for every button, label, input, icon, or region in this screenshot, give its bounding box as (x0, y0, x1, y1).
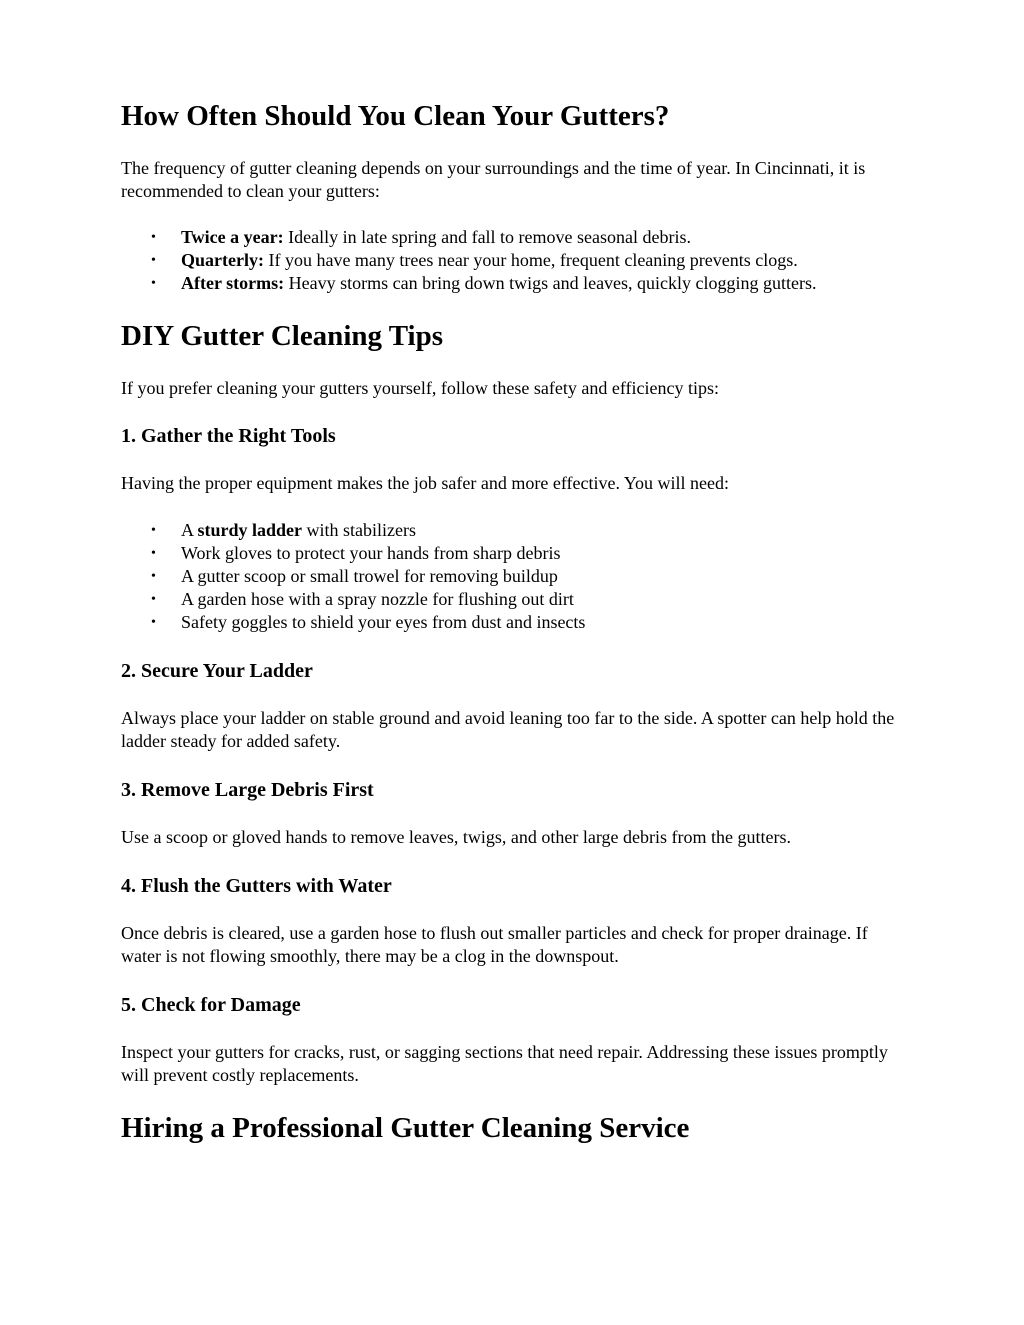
list-item: • A garden hose with a spray nozzle for flushing out dirt (151, 589, 574, 609)
tools-list (121, 519, 911, 634)
tip-heading-3: 3. Remove Large Debris First (121, 779, 374, 801)
bullet-icon: • (151, 523, 156, 538)
list-item: • Twice a year: Ideally in late spring and fall to remove seasonal debris. (151, 227, 691, 247)
how-often-intro: The frequency of gutter cleaning depends on your surroundings and the time of year. In Cincinnati, it is recommended to clean your gutters: (121, 158, 866, 201)
bullet-icon: • (151, 276, 156, 291)
frequency-list (121, 226, 911, 295)
bullet-icon: • (151, 615, 156, 630)
list-item: • A gutter scoop or small trowel for removing buildup (151, 566, 558, 586)
tip-body-2: Always place your ladder on stable ground and avoid leaning too far to the side. A spotter can help hold the ladder steady for added safety. (121, 708, 895, 751)
list-item: • After storms: Heavy storms can bring down twigs and leaves, quickly clogging gutters. (151, 273, 817, 293)
tip-heading-2: 2. Secure Your Ladder (121, 660, 313, 682)
tip-heading-5: 5. Check for Damage (121, 994, 301, 1016)
bullet-icon: • (151, 592, 156, 607)
diy-intro: If you prefer cleaning your gutters yourself, follow these safety and efficiency tips: (121, 378, 719, 398)
section-heading-hiring: Hiring a Professional Gutter Cleaning Service (121, 1112, 690, 1144)
bullet-icon: • (151, 569, 156, 584)
tip-heading-1: 1. Gather the Right Tools (121, 425, 336, 447)
bullet-icon: • (151, 230, 156, 245)
section-heading-how-often: How Often Should You Clean Your Gutters? (121, 100, 670, 132)
list-item: • A sturdy ladder with stabilizers (151, 520, 417, 540)
list-item: • Work gloves to protect your hands from sharp debris (151, 543, 561, 563)
section-heading-diy: DIY Gutter Cleaning Tips (121, 320, 444, 352)
tip-heading-4: 4. Flush the Gutters with Water (121, 875, 392, 897)
bullet-icon: • (151, 253, 156, 268)
tip-body-1: Having the proper equipment makes the job safer and more effective. You will need: (121, 473, 729, 493)
tip-body-3: Use a scoop or gloved hands to remove leaves, twigs, and other large debris from the gutters. (121, 827, 791, 847)
list-item: • Safety goggles to shield your eyes from dust and insects (151, 612, 586, 632)
tip-body-4: Once debris is cleared, use a garden hose to flush out smaller particles and check for proper drainage. If water is not flowing smoothly, there may be a clog in the downspout. (121, 923, 868, 966)
list-item: • Quarterly: If you have many trees near your home, frequent cleaning prevents clogs. (151, 250, 798, 270)
tip-body-5: Inspect your gutters for cracks, rust, or sagging sections that need repair. Addressing these issues promptly will prevent costly replacements. (121, 1042, 888, 1085)
bullet-icon: • (151, 546, 156, 561)
